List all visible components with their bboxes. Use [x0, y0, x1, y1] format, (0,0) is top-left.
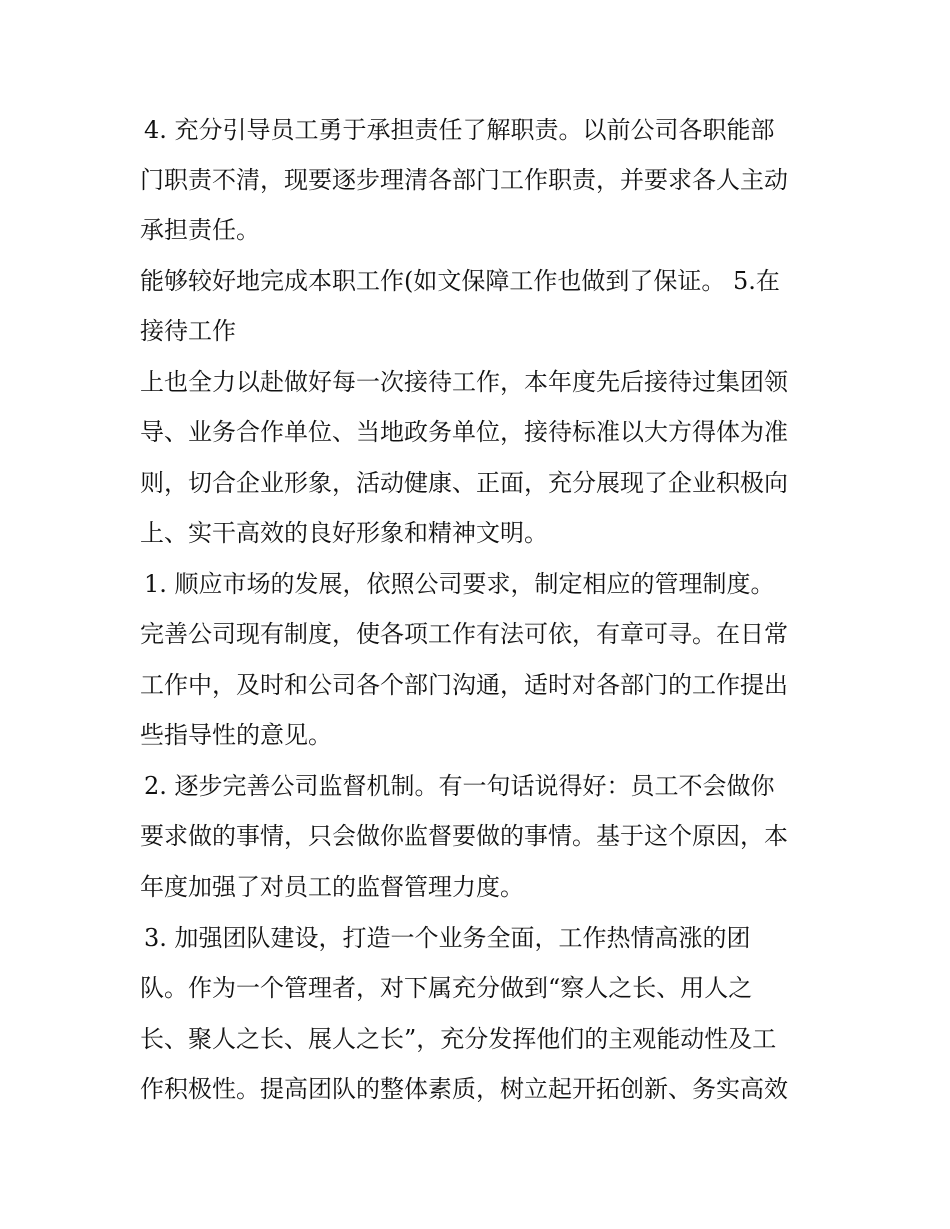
paragraph-line: 3. 加强团队建设，打造一个业务全面，工作热情高涨的团	[144, 924, 751, 952]
paragraph-line: 承担责任。	[140, 216, 260, 244]
paragraph-line: 工作中，及时和公司各个部门沟通，适时对各部门的工作提出	[140, 671, 788, 699]
paragraph-line: 要求做的事情，只会做你监督要做的事情。基于这个原因，本	[140, 822, 788, 850]
paragraph-line: 能够较好地完成本职工作(如文保障工作也做到了保证。 5.在	[140, 267, 780, 295]
paragraph-line: 门职责不清，现要逐步理清各部门工作职责，并要求各人主动	[140, 166, 788, 194]
paragraph-line: 上也全力以赴做好每一次接待工作，本年度先后接待过集团领	[140, 368, 788, 396]
paragraph-line: 长、聚人之长、展人之长”，充分发挥他们的主观能动性及工	[140, 1025, 777, 1053]
paragraph-line: 2. 逐步完善公司监督机制。有一句话说得好：员工不会做你	[144, 772, 775, 800]
paragraph-line: 1. 顺应市场的发展，依照公司要求，制定相应的管理制度。	[144, 570, 775, 598]
paragraph-line: 完善公司现有制度，使各项工作有法可依，有章可寻。在日常	[140, 620, 788, 648]
paragraph-line: 上、实干高效的良好形象和精神文明。	[140, 519, 548, 547]
paragraph-line: 接待工作	[140, 317, 236, 345]
paragraph-line: 则，切合企业形象，活动健康、正面，充分展现了企业积极向	[140, 469, 788, 497]
paragraph-line: 队。作为一个管理者，对下属充分做到“察人之长、用人之	[140, 974, 753, 1002]
paragraph-line: 些指导性的意见。	[140, 721, 332, 749]
paragraph-line: 导、业务合作单位、当地政务单位，接待标准以大方得体为准	[140, 418, 788, 446]
paragraph-line: 年度加强了对员工的监督管理力度。	[140, 873, 524, 901]
paragraph-line: 4. 充分引导员工勇于承担责任了解职责。以前公司各职能部	[144, 116, 775, 144]
paragraph-line: 作积极性。提高团队的整体素质，树立起开拓创新、务实高效	[140, 1075, 788, 1103]
